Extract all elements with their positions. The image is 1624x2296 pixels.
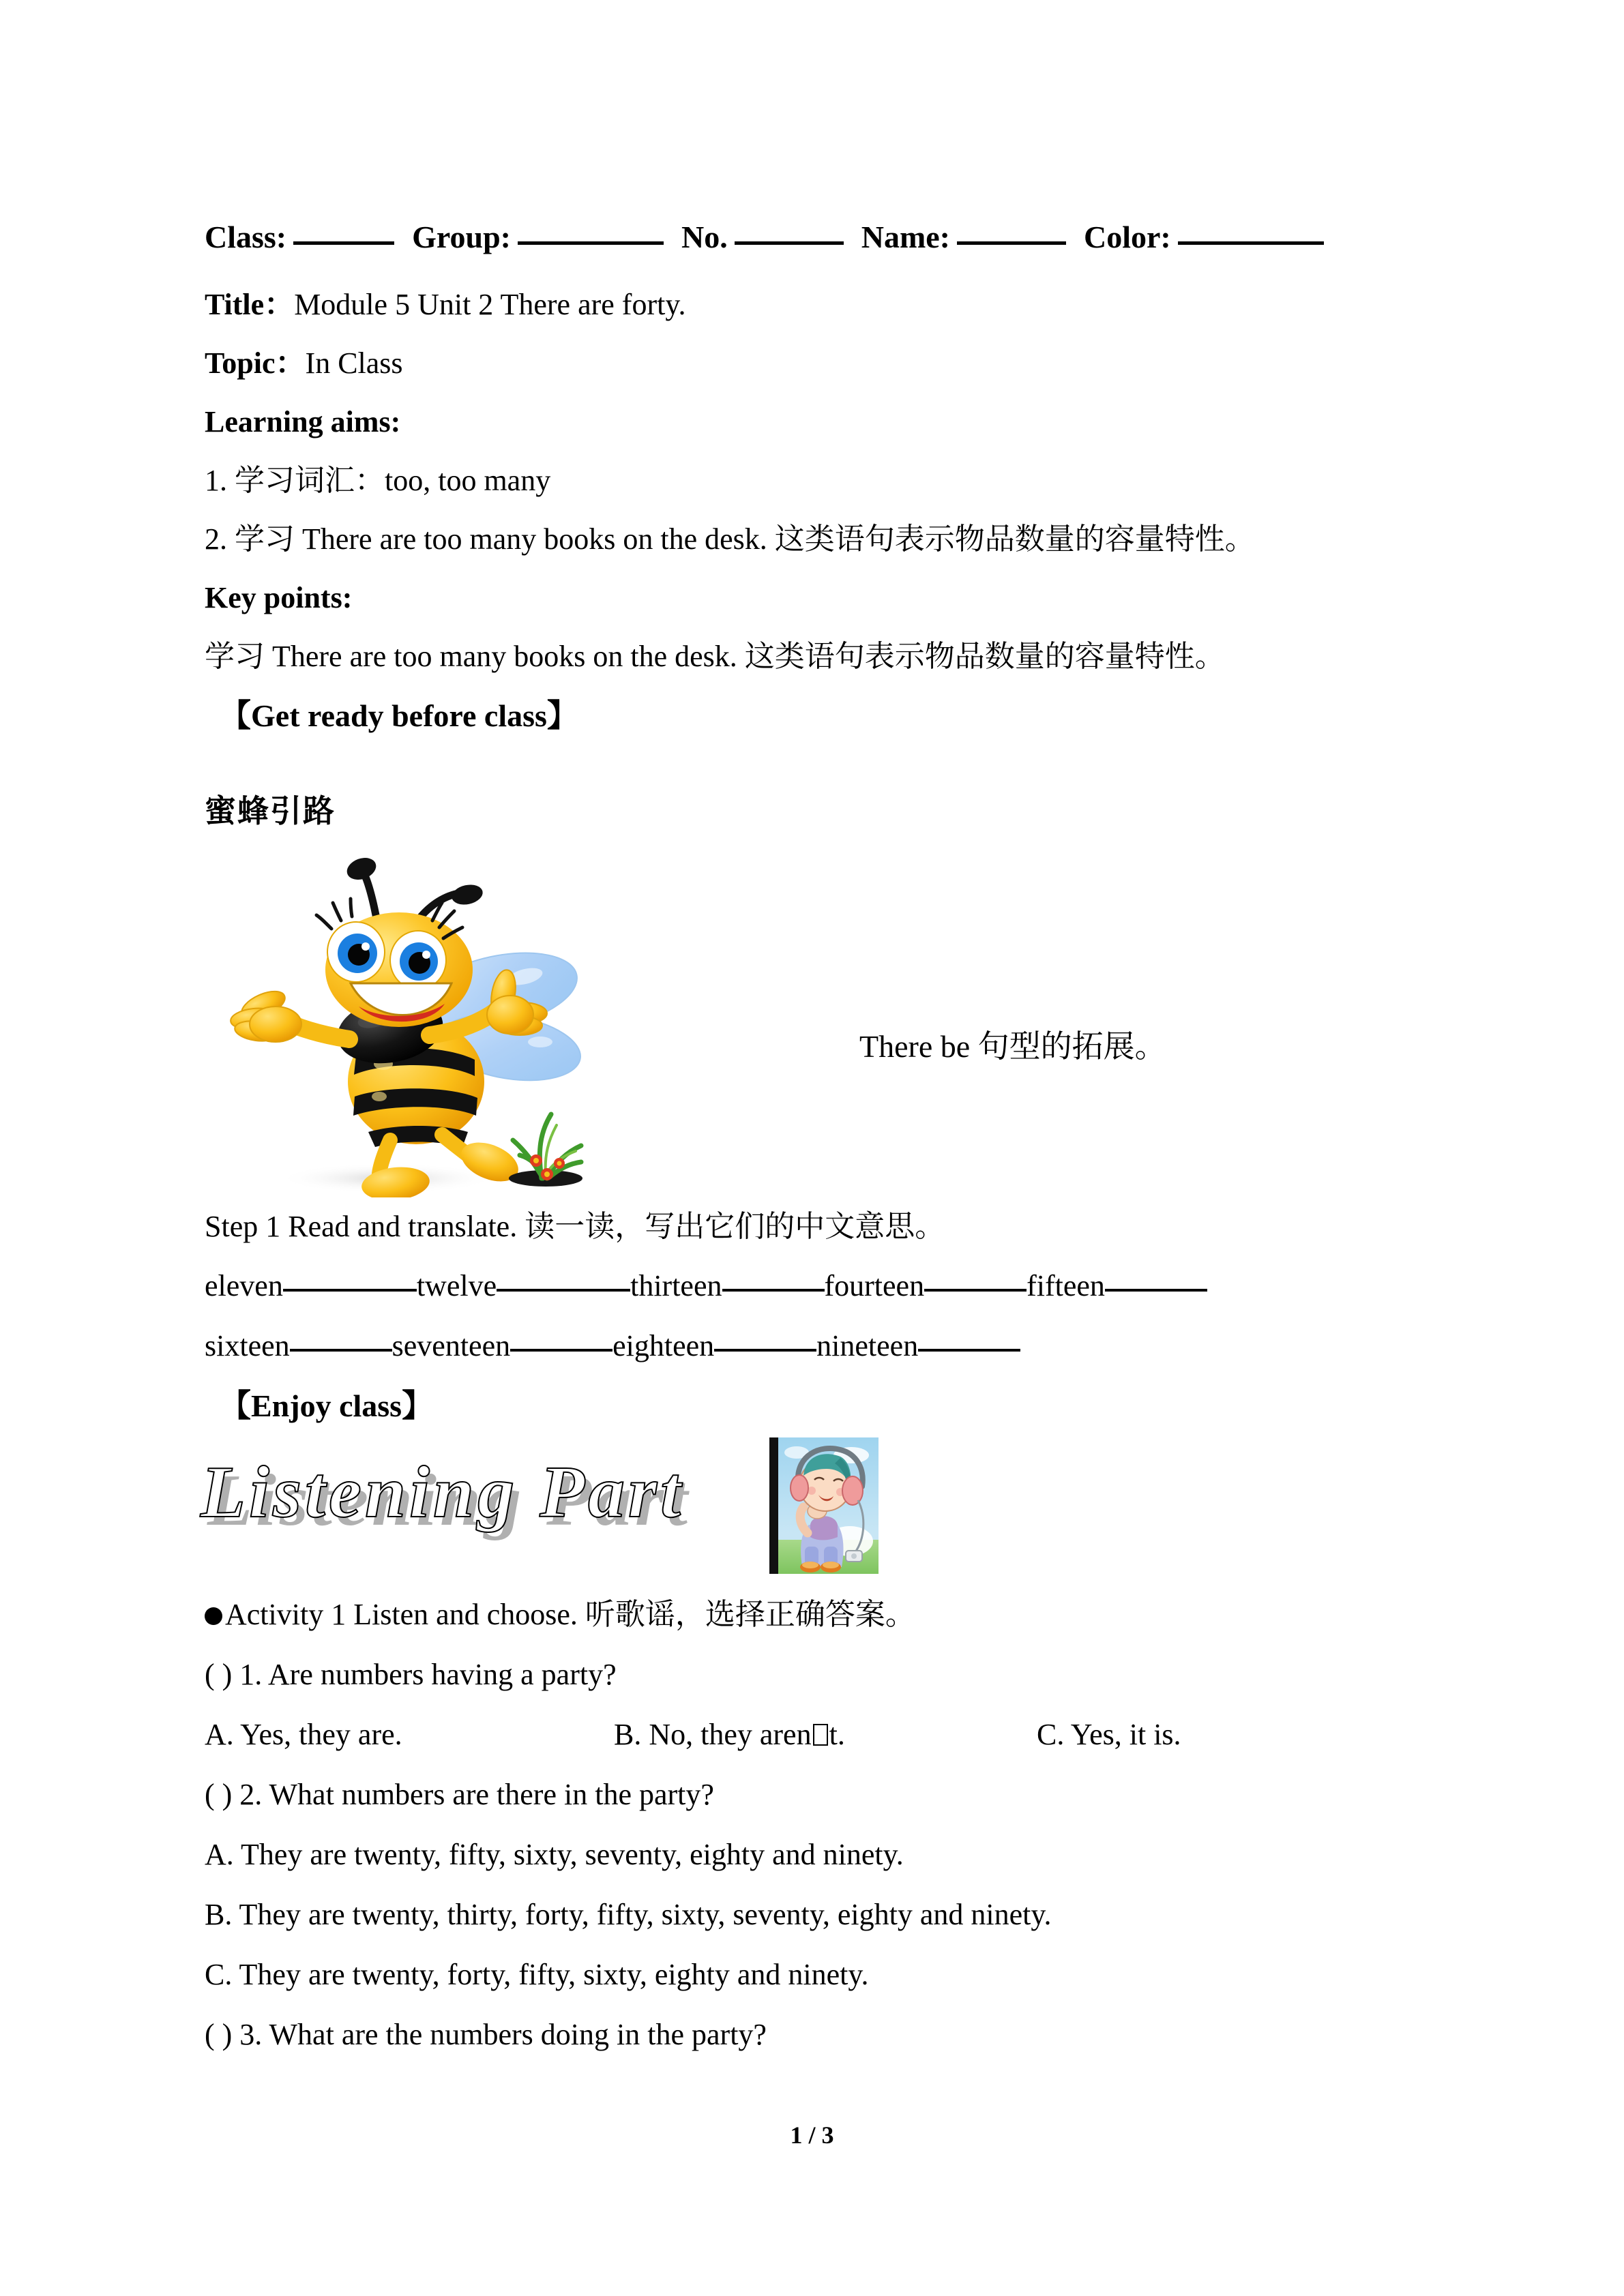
listening-child-image: [769, 1437, 879, 1574]
bee-image: [205, 843, 587, 1197]
key-points-text: 学习 There are too many books on the desk. 这类语句表示物品数量的容量特性。: [205, 640, 1225, 673]
learning-aims-item-1: 1. 学习词汇：too, too many: [205, 464, 551, 497]
page-footer: 1 / 3: [790, 2121, 834, 2149]
option-b-pre: B. No, they aren: [614, 1718, 812, 1751]
question-2-option-b[interactable]: B. They are twenty, thirty, forty, fifty, sixty, seventy, eighty and ninety.: [205, 1898, 1052, 1931]
class-blank[interactable]: [293, 241, 394, 245]
question-2-option-c[interactable]: C. They are twenty, forty, fifty, sixty, eighty and ninety.: [205, 1958, 869, 1991]
blank-eighteen[interactable]: [714, 1349, 816, 1352]
question-2-text: What numbers are there in the party?: [269, 1778, 714, 1811]
question-1-options: [205, 1705, 1426, 1765]
question-2-option-a[interactable]: A. They are twenty, fifty, sixty, seventy, eighty and ninety.: [205, 1838, 904, 1871]
number-blanks-row-1: [205, 1256, 1426, 1316]
color-label: Color:: [1084, 220, 1171, 254]
question-2-prefix[interactable]: ( ) 2.: [205, 1778, 263, 1811]
title-label: Title：: [205, 288, 295, 321]
student-info-row: [205, 217, 1426, 258]
question-1-text: Are numbers having a party?: [267, 1658, 617, 1691]
option-b-post: t.: [829, 1718, 845, 1751]
no-blank[interactable]: [735, 241, 844, 245]
word-fifteen: fifteen: [1027, 1269, 1105, 1302]
enjoy-class-heading: 【Enjoy class】: [220, 1388, 434, 1423]
word-sixteen: sixteen: [205, 1329, 290, 1362]
there-be-caption: There be 句型的拓展。: [859, 1029, 1166, 1064]
no-label: No.: [681, 220, 728, 254]
color-blank[interactable]: [1178, 241, 1324, 245]
word-seventeen: seventeen: [392, 1329, 511, 1362]
blank-twelve[interactable]: [497, 1289, 630, 1292]
word-eleven: eleven: [205, 1269, 283, 1302]
name-label: Name:: [861, 220, 950, 254]
word-nineteen: nineteen: [816, 1329, 919, 1362]
listening-part-wordart: Listening Part: [201, 1452, 685, 1533]
number-blanks-row-2: [205, 1316, 1426, 1376]
question-1-option-a[interactable]: A. Yes, they are.: [205, 1718, 402, 1751]
group-label: Group:: [412, 220, 511, 254]
blank-thirteen[interactable]: [722, 1289, 825, 1292]
learning-aims-heading: Learning aims:: [205, 405, 401, 438]
step1-instruction: Step 1 Read and translate. 读一读，写出它们的中文意思。: [205, 1210, 945, 1243]
key-points-heading: Key points:: [205, 581, 353, 614]
question-1-option-c[interactable]: C. Yes, it is.: [1037, 1718, 1181, 1751]
question-1-prefix[interactable]: ( ) 1.: [205, 1658, 263, 1691]
question-1-option-b[interactable]: [614, 1705, 1037, 1765]
title-value: Module 5 Unit 2 There are forty.: [294, 288, 686, 321]
get-ready-heading: 【Get ready before class】: [220, 698, 578, 733]
bee-section-heading: 蜜蜂引路: [205, 794, 336, 829]
learning-aims-item-2: 2. 学习 There are too many books on the desk. 这类语句表示物品数量的容量特性。: [205, 522, 1255, 556]
topic-row: [205, 334, 1426, 393]
blank-sixteen[interactable]: [290, 1349, 392, 1352]
blank-fifteen[interactable]: [1105, 1289, 1207, 1292]
blank-fourteen[interactable]: [924, 1289, 1027, 1292]
topic-value: In Class: [305, 346, 403, 380]
question-1: [205, 1645, 1426, 1705]
word-thirteen: thirteen: [630, 1269, 722, 1302]
listening-part-band: [201, 1437, 1426, 1585]
blank-eleven[interactable]: [283, 1289, 417, 1292]
blank-seventeen[interactable]: [510, 1349, 612, 1352]
activity1-heading: [205, 1585, 1426, 1645]
question-2: [205, 1765, 1426, 1825]
bullet-icon: [205, 1607, 222, 1625]
activity1-text: Activity 1 Listen and choose. 听歌谣，选择正确答案。: [225, 1598, 915, 1631]
blank-nineteen[interactable]: [918, 1349, 1020, 1352]
word-fourteen: fourteen: [824, 1269, 925, 1302]
document-body: [201, 217, 1426, 2065]
name-blank[interactable]: [957, 241, 1066, 245]
question-3: [205, 2005, 1426, 2065]
bee-illustration-band: [205, 843, 1426, 1197]
title-row: [205, 275, 1426, 334]
topic-label: Topic：: [205, 346, 306, 380]
group-blank[interactable]: [518, 241, 664, 245]
word-twelve: twelve: [416, 1269, 497, 1302]
word-eighteen: eighteen: [612, 1329, 715, 1362]
question-3-text: What are the numbers doing in the party?: [269, 2018, 767, 2051]
question-3-prefix[interactable]: ( ) 3.: [205, 2018, 263, 2051]
missing-glyph-box: [813, 1724, 828, 1746]
class-label: Class:: [205, 220, 287, 254]
